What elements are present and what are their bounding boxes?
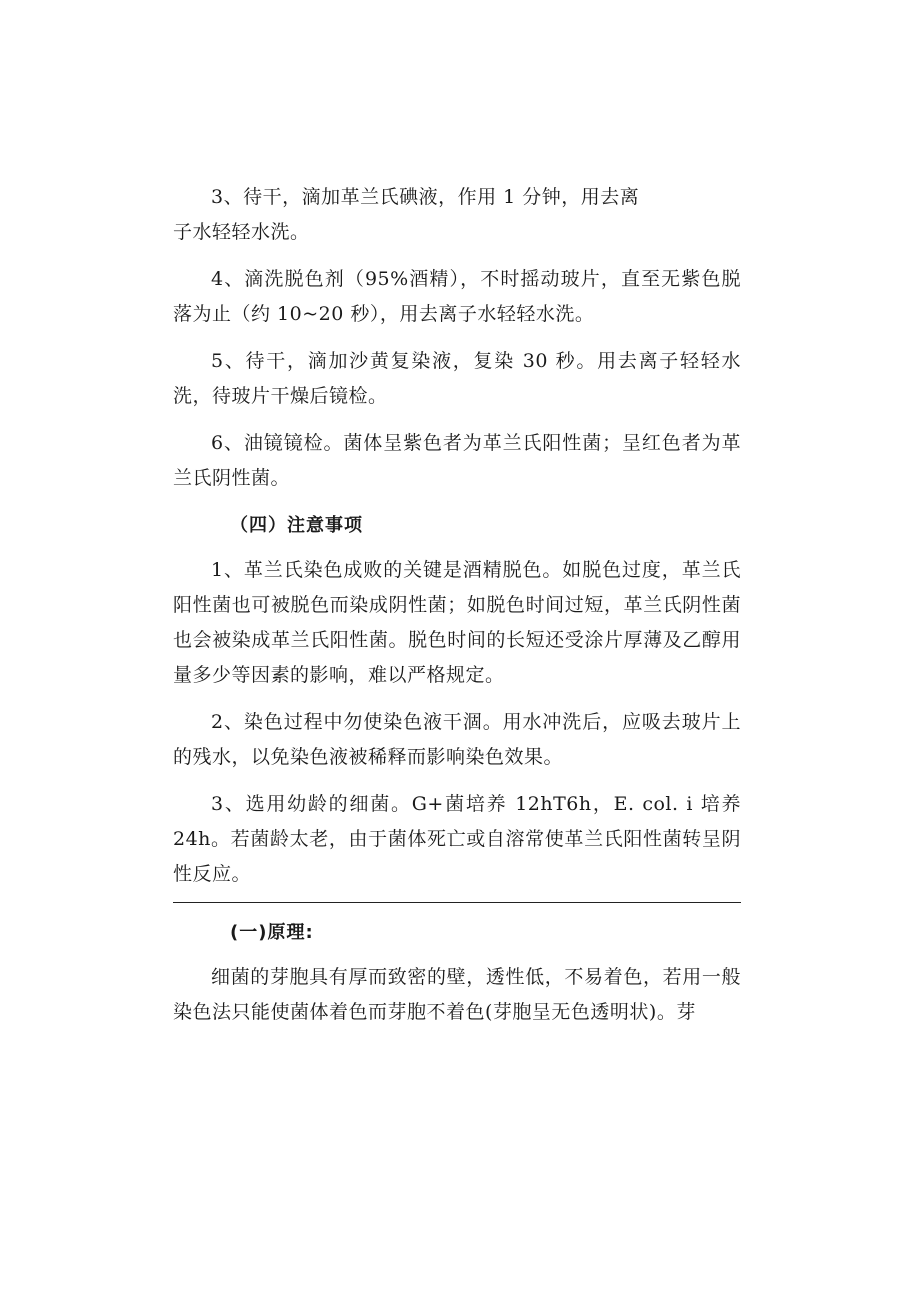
step-5-paragraph: 5、待干，滴加沙黄复染液，复染 30 秒。用去离子轻轻水洗，待玻片干燥后镜检。: [173, 350, 741, 407]
principle-heading: (一)原理:: [230, 922, 314, 943]
step-3-line-1: 3、待干，滴加革兰氏碘液，作用 1 分钟，用去离: [211, 186, 640, 208]
notes-heading: （四）注意事项: [230, 515, 363, 536]
note-2-paragraph: 2、染色过程中勿使染色液干涸。用水冲洗后，应吸去玻片上的残水，以免染色液被稀释而影响染色效果。: [173, 711, 741, 768]
principle-paragraph: 细菌的芽胞具有厚而致密的壁，透性低，不易着色，若用一般染色法只能使菌体着色而芽胞不着色(芽胞呈无色透明状)。芽: [173, 966, 741, 1023]
step-6-paragraph: 6、油镜镜检。菌体呈紫色者为革兰氏阳性菌；呈红色者为革兰氏阴性菌。: [173, 432, 741, 489]
note-1-paragraph: 1、革兰氏染色成败的关键是酒精脱色。如脱色过度，革兰氏阳性菌也可被脱色而染成阴性菌；如脱色时间过短，革兰氏阴性菌也会被染成革兰氏阳性菌。脱色时间的长短还受涂片厚薄及乙醇用量多少等因素的影响，难以严格规定。: [173, 559, 741, 686]
step-3-paragraph: [173, 180, 741, 250]
note-3-paragraph: 3、选用幼龄的细菌。G+菌培养 12hT6h，E. col. i 培养 24h。若菌龄太老，由于菌体死亡或自溶常使革兰氏阳性菌转呈阴性反应。: [173, 793, 741, 885]
section-divider: [173, 902, 741, 903]
step-3-line-2: 子水轻轻水洗。: [173, 221, 310, 243]
step-4-paragraph: 4、滴洗脱色剂（95%酒精），不时摇动玻片，直至无紫色脱落为止（约 10~20 秒），用去离子水轻轻水洗。: [173, 268, 741, 325]
document-page: [173, 180, 741, 1030]
